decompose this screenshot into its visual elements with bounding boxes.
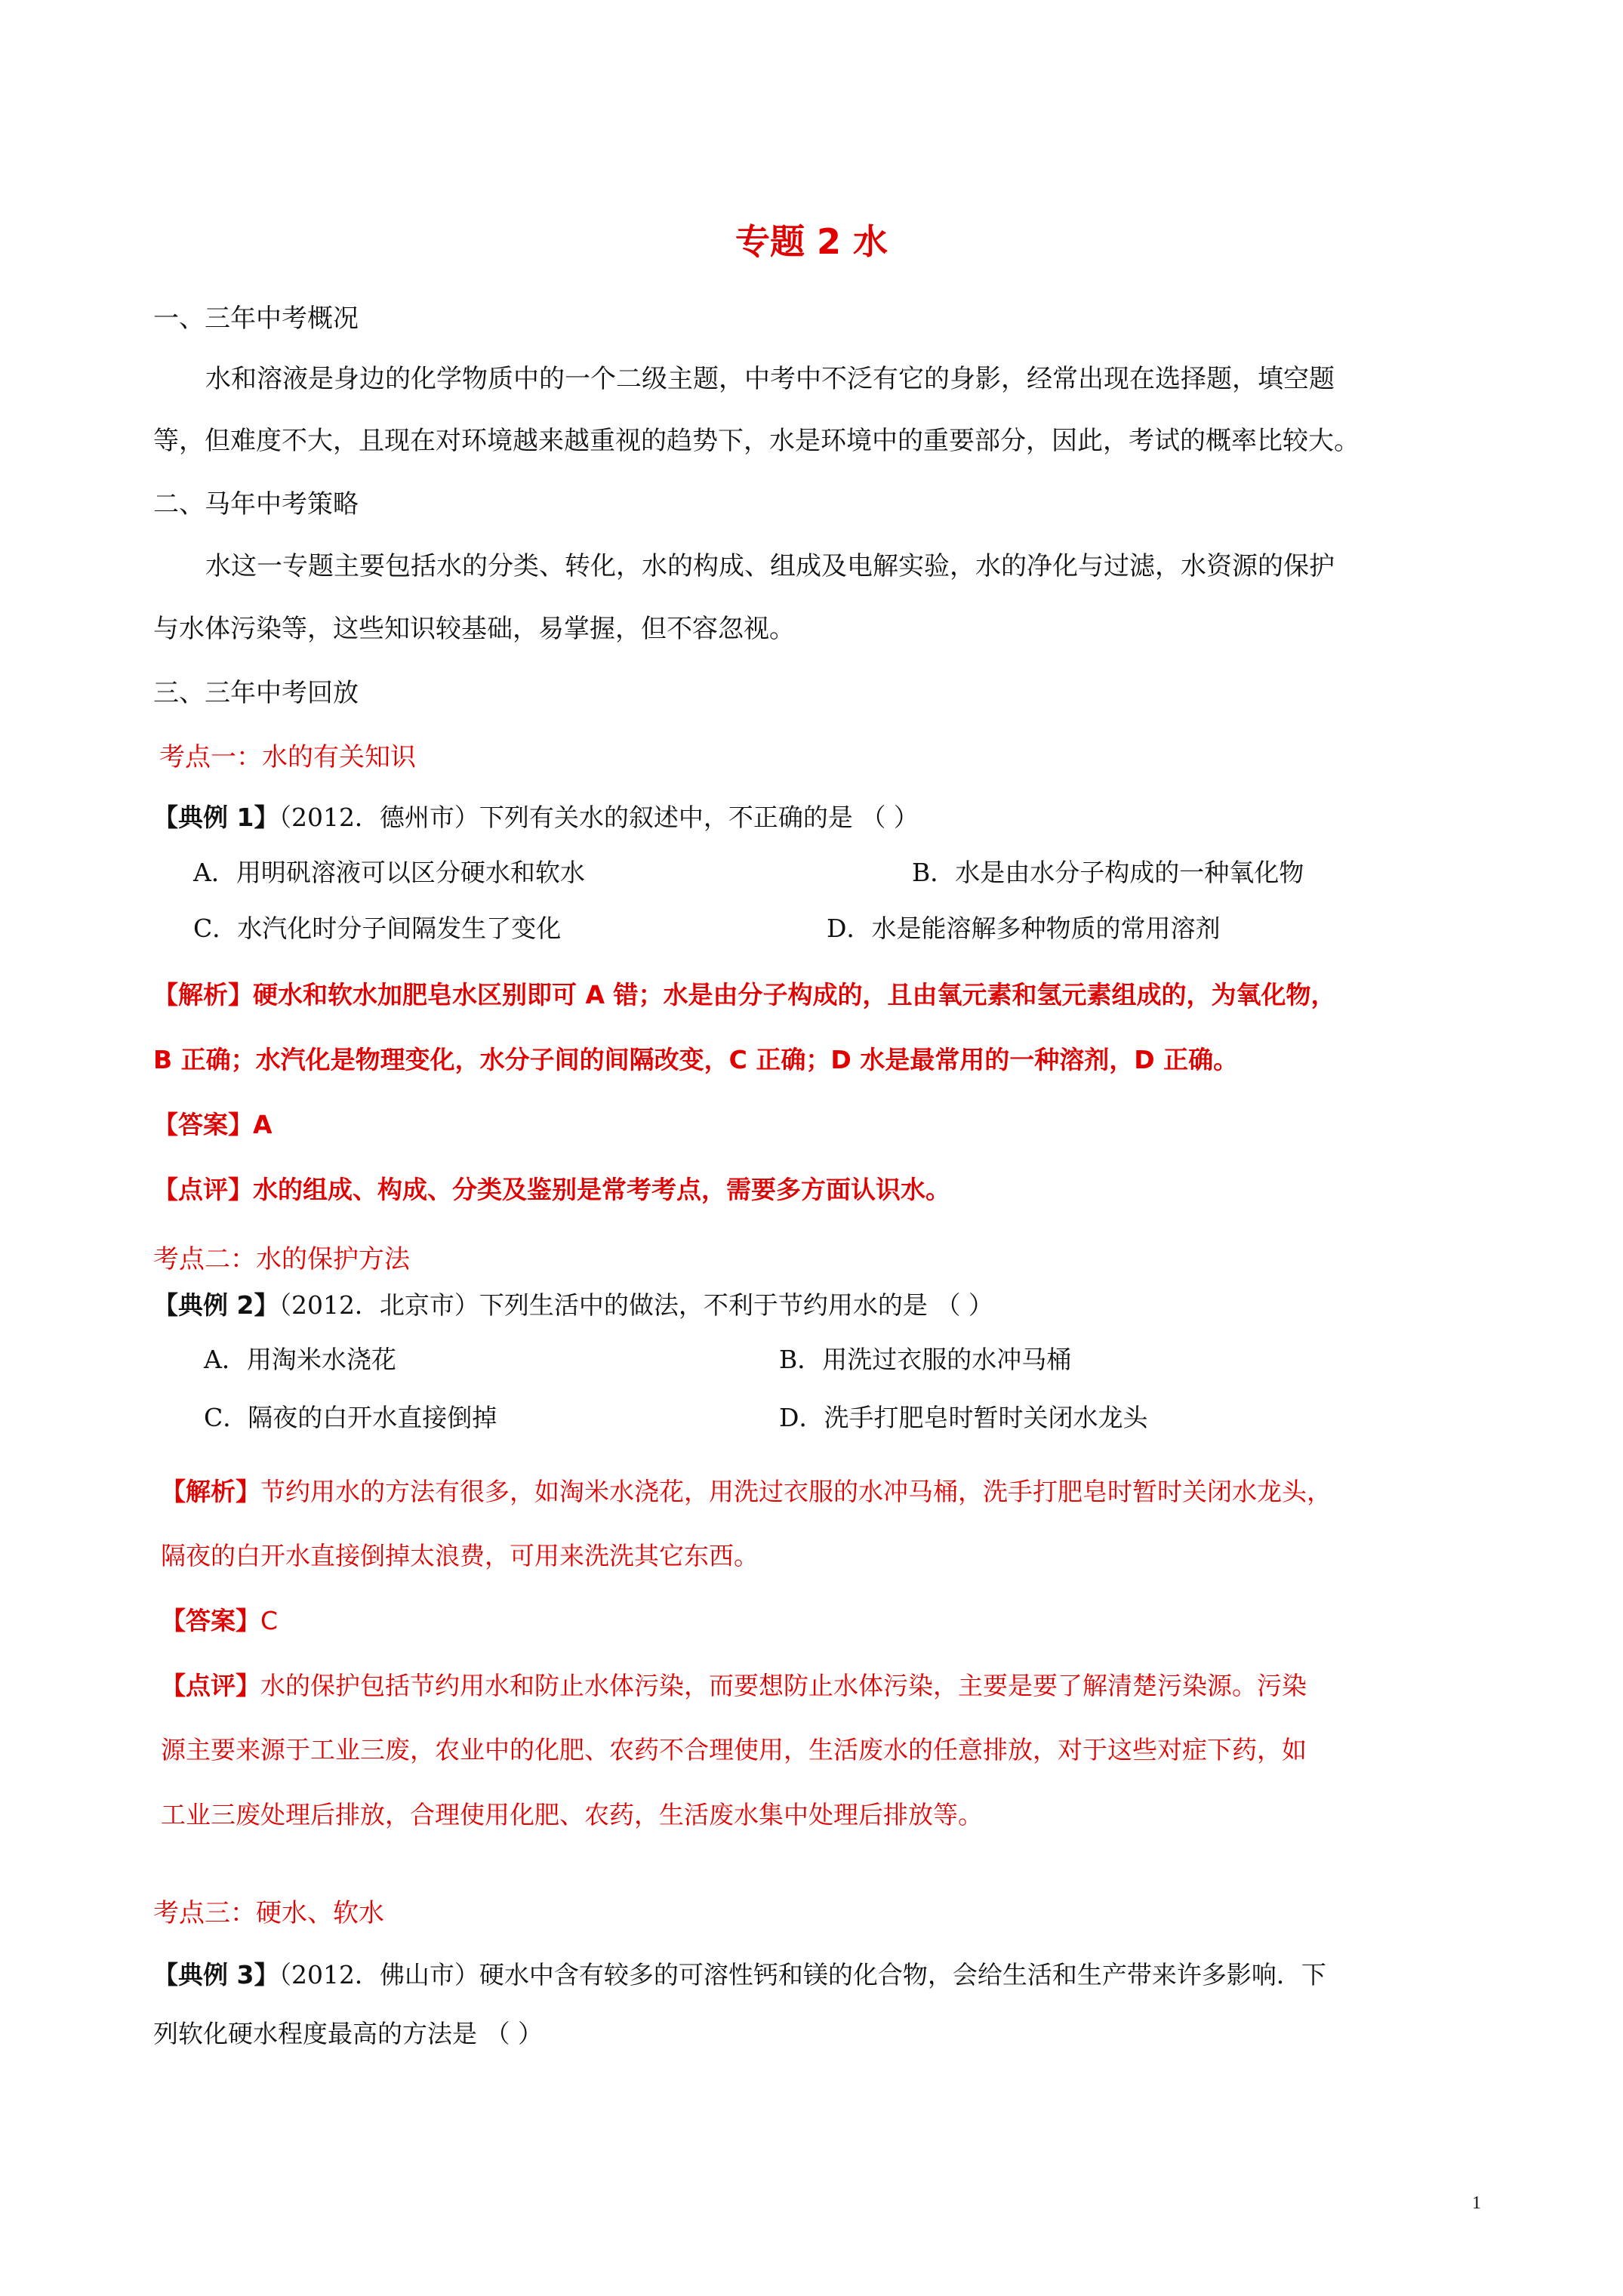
example-1-text: （2012．德州市）下列有关水的叙述中，不正确的是 （ ） [279, 803, 919, 832]
example-1-option-d: D．水是能溶解多种物质的常用溶剂 [827, 914, 1221, 943]
example-2-analysis-text-1: 节约用水的方法有很多，如淘米水浇花，用洗过衣服的水冲马桶，洗手打肥皂时暂时关闭水龙头， [260, 1477, 1332, 1506]
key-point-2: 考点二：水的保护方法 [153, 1244, 410, 1274]
example-2-option-c: C．隔夜的白开水直接倒掉 [204, 1403, 497, 1432]
example-1-option-b: B．水是由水分子构成的一种氧化物 [912, 858, 1304, 887]
strategy-line-1: 水这一专题主要包括水的分类、转化，水的构成、组成及电解实验，水的净化与过滤，水资源的保护 [205, 551, 1335, 581]
example-1-answer-tag: 【答案】 [153, 1110, 253, 1139]
overview-line-2: 等，但难度不大，且现在对环境越来越重视的趋势下，水是环境中的重要部分，因此，考试的概率比较大。 [153, 426, 1360, 456]
example-2-comment-tag: 【点评】 [161, 1671, 260, 1700]
example-2-comment-line-3: 工业三废处理后排放，合理使用化肥、农药，生活废水集中处理后排放等。 [161, 1800, 983, 1829]
example-2-option-b: B．用洗过衣服的水冲马桶 [779, 1345, 1072, 1374]
example-2-comment-line-1 [161, 1666, 1307, 1702]
overview-line-1: 水和溶液是身边的化学物质中的一个二级主题，中考中不泛有它的身影，经常出现在选择题，填空题 [205, 364, 1335, 394]
section-heading-strategy: 二、马年中考策略 [153, 489, 359, 519]
example-1-answer [153, 1105, 273, 1141]
example-2-answer-tag: 【答案】 [161, 1606, 260, 1635]
example-3-line-1 [153, 1955, 1326, 1991]
example-1-analysis-text-1: 硬水和软水加肥皂水区别即可 A 错；水是由分子构成的，且由氧元素和氢元素组成的，为氧化物， [253, 980, 1336, 1009]
example-2-answer-value: C [260, 1606, 279, 1635]
key-point-3: 考点三：硬水、软水 [153, 1898, 384, 1928]
example-2-comment-text-1: 水的保护包括节约用水和防止水体污染，而要想防止水体污染，主要是要了解清楚污染源。污染 [260, 1671, 1307, 1700]
example-1-comment-tag: 【点评】 [153, 1175, 253, 1204]
example-1-option-c: C．水汽化时分子间隔发生了变化 [193, 914, 562, 943]
example-1-option-a: A．用明矾溶液可以区分硬水和软水 [193, 858, 585, 887]
example-2 [153, 1286, 993, 1321]
section-heading-overview: 一、三年中考概况 [153, 304, 359, 334]
page-number: 1 [1472, 2193, 1481, 2213]
example-2-tag: 【典例 2】 [153, 1290, 279, 1320]
example-1 [153, 798, 919, 834]
example-1-analysis-tag: 【解析】 [153, 980, 253, 1009]
strategy-line-2: 与水体污染等，这些知识较基础，易掌握，但不容忽视。 [153, 614, 795, 644]
example-2-analysis-line-2: 隔夜的白开水直接倒掉太浪费，可用来洗洗其它东西。 [161, 1541, 759, 1570]
example-2-option-a: A．用淘米水浇花 [204, 1345, 396, 1374]
example-1-comment-text: 水的组成、构成、分类及鉴别是常考考点，需要多方面认识水。 [253, 1175, 950, 1204]
page-title: 专题 2 水 [735, 221, 888, 262]
example-3-tag: 【典例 3】 [153, 1960, 279, 1989]
example-1-answer-value: A [253, 1110, 273, 1139]
example-3-line-2: 列软化硬水程度最高的方法是 （ ） [153, 2019, 543, 2048]
section-heading-review: 三、三年中考回放 [153, 678, 359, 708]
example-2-answer [161, 1601, 278, 1637]
example-1-analysis-line-1 [153, 975, 1336, 1011]
example-2-comment-line-2: 源主要来源于工业三废，农业中的化肥、农药不合理使用，生活废水的任意排放，对于这些对症下药，如 [161, 1735, 1307, 1764]
example-2-analysis-tag: 【解析】 [161, 1477, 260, 1506]
example-2-text: （2012．北京市）下列生活中的做法，不利于节约用水的是 （ ） [279, 1290, 993, 1320]
example-2-analysis-line-1 [161, 1472, 1332, 1508]
example-1-comment [153, 1170, 950, 1206]
example-1-analysis-line-2: B 正确；水汽化是物理变化，水分子间的间隔改变，C 正确；D 水是最常用的一种溶剂，D 正确。 [153, 1045, 1239, 1074]
example-2-option-d: D．洗手打肥皂时暂时关闭水龙头 [779, 1403, 1148, 1432]
example-1-tag: 【典例 1】 [153, 803, 279, 832]
key-point-1: 考点一：水的有关知识 [159, 742, 416, 772]
example-3-text-1: （2012．佛山市）硬水中含有较多的可溶性钙和镁的化合物，会给生活和生产带来许多影响．下 [279, 1960, 1326, 1989]
